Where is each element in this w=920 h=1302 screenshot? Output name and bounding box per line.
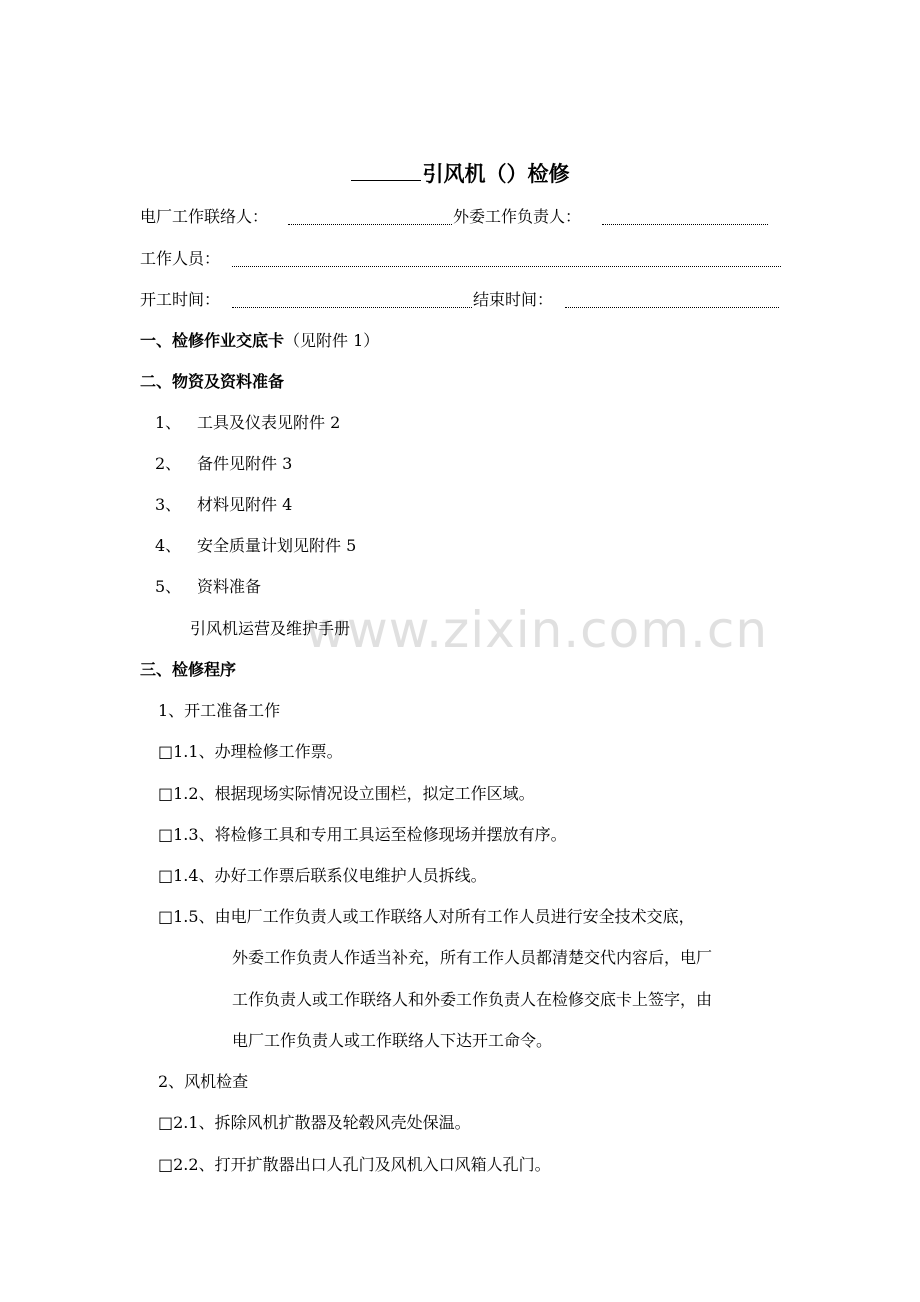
external-lead-blank (602, 224, 768, 225)
list-item (155, 495, 181, 515)
checklist-item: □2.1、拆除风机扩散器及轮毂风壳处保温。 (158, 1113, 471, 1132)
list-item (155, 454, 181, 474)
end-time-blank (565, 307, 779, 308)
document-title (0, 160, 920, 187)
start-time-blank (232, 307, 472, 308)
watermark: www.zixin.com.cn (305, 601, 769, 659)
list-item (155, 577, 181, 597)
checklist-item-continuation: 工作负责人或工作联络人和外委工作负责人在检修交底卡上签字，由 (232, 990, 713, 1009)
plant-contact-label: 电厂工作联络人： (140, 207, 269, 226)
checklist-item-continuation: 外委工作负责人作适当补充，所有工作人员都清楚交代内容后，电厂 (232, 948, 713, 967)
sub-item-manual: 引风机运营及维护手册 (190, 619, 351, 638)
staff-blank (232, 266, 781, 267)
title-blank-underline (351, 160, 421, 181)
title-text: 引风机（）检修 (422, 161, 570, 186)
checklist-item: □1.2、根据现场实际情况设立围栏，拟定工作区域。 (158, 784, 535, 803)
checklist-item: □2.2、打开扩散器出口人孔门及风机入口风箱人孔门。 (158, 1155, 551, 1174)
section1-note: （见附件 1） (284, 331, 380, 350)
step2-title: 2、风机检查 (158, 1072, 249, 1091)
checklist-item: □1.3、将检修工具和专用工具运至检修现场并摆放有序。 (158, 825, 567, 844)
staff-label: 工作人员： (140, 249, 221, 268)
plant-contact-blank (288, 224, 452, 225)
section2-heading: 二、物资及资料准备 (140, 372, 285, 391)
list-item (155, 536, 181, 556)
checklist-item-continuation: 电厂工作负责人或工作联络人下达开工命令。 (232, 1031, 553, 1050)
step1-title: 1、开工准备工作 (158, 701, 281, 720)
list-item-number: 1、 (155, 413, 182, 432)
list-item-text: 材料见附件 4 (197, 495, 293, 514)
list-item-text: 工具及仪表见附件 2 (197, 413, 341, 432)
list-item-number: 4、 (155, 536, 182, 555)
external-lead-label: 外委工作负责人： (453, 207, 582, 226)
list-item-number: 5、 (155, 577, 182, 596)
header-row-times (140, 290, 782, 314)
list-item-text: 安全质量计划见附件 5 (197, 536, 357, 555)
header-row-contacts (140, 207, 780, 231)
end-time-label: 结束时间： (473, 290, 554, 309)
list-item-number: 3、 (155, 495, 182, 514)
list-item-text: 资料准备 (197, 577, 262, 596)
list-item (155, 413, 181, 433)
checklist-item: □1.4、办好工作票后联系仪电维护人员拆线。 (158, 866, 487, 885)
list-item-text: 备件见附件 3 (197, 454, 293, 473)
section1-title: 一、检修作业交底卡 (140, 331, 285, 350)
checklist-item: □1.5、由电厂工作负责人或工作联络人对所有工作人员进行安全技术交底， (158, 907, 695, 926)
header-row-staff (140, 249, 782, 273)
section3-heading: 三、检修程序 (140, 660, 237, 679)
list-item-number: 2、 (155, 454, 182, 473)
checklist-item: □1.1、办理检修工作票。 (158, 742, 343, 761)
start-time-label: 开工时间： (140, 290, 221, 309)
section1-heading (140, 331, 379, 351)
